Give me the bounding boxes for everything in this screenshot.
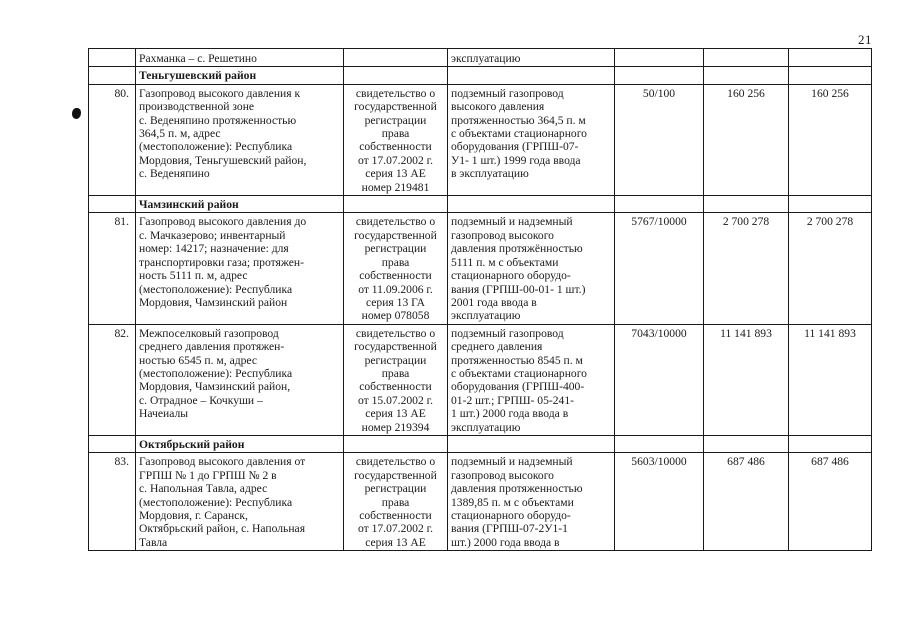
row-number: 81. — [89, 213, 136, 324]
cell-char — [448, 196, 615, 213]
cell-share — [615, 67, 704, 84]
cell-cert — [344, 49, 448, 67]
description-line: с. Отрадное – Кочкуши – — [139, 393, 263, 407]
characteristics-line: 1389,85 п. м с объектами — [451, 495, 574, 509]
row-number: 80. — [89, 84, 136, 195]
object-description — [136, 84, 344, 195]
cell-cert — [344, 67, 448, 84]
description-line: Мордовия, Теньгушевский район, — [139, 153, 307, 167]
continuation-row — [89, 49, 872, 67]
cell-num — [89, 435, 136, 452]
description-line: Мордовия, Чамзинский район — [139, 295, 288, 309]
cell-value2 — [789, 196, 872, 213]
characteristics-line: оборудования (ГРПШ-400- — [451, 380, 585, 394]
characteristics-line: 2001 года ввода в — [451, 295, 537, 309]
description-line: с. Веденяпино — [139, 167, 210, 181]
description-line: ность 5111 п. м, адрес — [139, 269, 248, 283]
cell-num — [89, 49, 136, 67]
registration-certificate — [344, 84, 448, 195]
description-line: Газопровод высокого давления от — [139, 455, 306, 469]
certificate-line: государственной — [354, 228, 437, 242]
certificate-line: номер 219394 — [361, 420, 430, 434]
cell-cert — [344, 435, 448, 452]
characteristics-line: эксплуатацию — [451, 309, 521, 323]
characteristics-line: вания (ГРПШ-07-2У1-1 — [451, 522, 568, 536]
characteristics-line: протяженностью 8545 п. м — [451, 353, 583, 367]
certificate-line: государственной — [354, 100, 437, 114]
characteristics-line: с объектами стационарного — [451, 366, 587, 380]
description-line: Газопровод высокого давления до — [139, 215, 307, 229]
cell-value2 — [789, 49, 872, 67]
certificate-line: свидетельство о — [355, 215, 436, 229]
district-name: Октябрьский район — [136, 435, 344, 452]
registration-certificate — [344, 453, 448, 551]
cell-char: эксплуатацию — [448, 49, 615, 67]
value-cell: 687 486 — [704, 453, 789, 551]
characteristics-line: давления протяжённостью — [451, 242, 583, 256]
value-cell: 2 700 278 — [704, 213, 789, 324]
cell-share — [615, 196, 704, 213]
certificate-line: права — [381, 127, 410, 141]
table-row — [89, 324, 872, 435]
characteristics-line: эксплуатацию — [451, 420, 521, 434]
characteristics-line: У1- 1 шт.) 1999 года ввода — [451, 153, 581, 167]
cell-value2 — [789, 435, 872, 452]
row-number: 82. — [89, 324, 136, 435]
cell-share — [615, 435, 704, 452]
ink-blot — [72, 108, 81, 119]
characteristics-line: газопровод высокого — [451, 468, 554, 482]
characteristics-line: подземный и надземный — [451, 455, 573, 469]
characteristics-line: стационарного оборудо- — [451, 509, 571, 522]
certificate-line: от 11.09.2006 г. — [358, 282, 433, 296]
ownership-share: 5767/10000 — [615, 213, 704, 324]
certificate-line: государственной — [354, 340, 437, 354]
description-line: (местоположение): Республика — [139, 282, 293, 296]
characteristics-line: подземный газопровод — [451, 326, 564, 340]
characteristics-line: протяженностью 364,5 п. м — [451, 113, 586, 127]
table-body — [89, 49, 872, 551]
certificate-line: права — [381, 255, 410, 269]
ownership-share: 50/100 — [615, 84, 704, 195]
certificate-line: собственности — [359, 140, 432, 154]
certificate-line: собственности — [359, 380, 432, 394]
certificate-line: свидетельство о — [355, 455, 436, 469]
characteristics-line: 1 шт.) 2000 года ввода в — [451, 407, 569, 421]
value-cell: 11 141 893 — [704, 324, 789, 435]
certificate-line: серия 13 АЕ — [365, 535, 426, 549]
certificate-line: от 15.07.2002 г. — [357, 393, 434, 407]
value-cell: 160 256 — [789, 84, 872, 195]
object-characteristics — [448, 84, 615, 195]
cell-value1 — [704, 67, 789, 84]
value-cell: 687 486 — [789, 453, 872, 551]
district-name: Теньгушевский район — [136, 67, 344, 84]
certificate-line: права — [381, 495, 410, 509]
certificate-line: права — [381, 366, 410, 380]
characteristics-line: 01-2 шт.; ГРПШ- 05-241- — [451, 393, 574, 407]
description-line: Мордовия, г. Саранск, — [139, 509, 248, 522]
certificate-line: регистрации — [364, 113, 427, 127]
description-line: Газопровод высокого давления к — [139, 86, 301, 100]
description-line: (местоположение): Республика — [139, 495, 293, 509]
certificate-line: собственности — [359, 269, 432, 283]
certificate-line: от 17.07.2002 г. — [357, 153, 434, 167]
registration-certificate — [344, 213, 448, 324]
value-cell: 160 256 — [704, 84, 789, 195]
description-line: 364,5 п. м, адрес — [139, 127, 221, 141]
characteristics-line: с объектами стационарного — [451, 127, 587, 141]
cell-value1 — [704, 49, 789, 67]
certificate-line: собственности — [359, 509, 432, 522]
certificate-line: государственной — [354, 468, 437, 482]
registration-certificate — [344, 324, 448, 435]
description-line: Межпоселковый газопровод — [139, 326, 279, 340]
description-line: (местоположение): Республика — [139, 366, 293, 380]
property-register-table — [88, 48, 872, 551]
cell-cert — [344, 196, 448, 213]
cell-value1 — [704, 196, 789, 213]
row-number: 83. — [89, 453, 136, 551]
cell-num — [89, 196, 136, 213]
table-row — [89, 213, 872, 324]
characteristics-line: в эксплуатацию — [451, 167, 529, 181]
cell-char — [448, 67, 615, 84]
district-row — [89, 196, 872, 213]
certificate-line: свидетельство о — [355, 86, 436, 100]
district-name: Чамзинский район — [136, 196, 344, 213]
description-line: производственной зоне — [139, 100, 255, 114]
object-description — [136, 213, 344, 324]
description-line: ностью 6545 п. м, адрес — [139, 353, 257, 367]
certificate-line: номер 078058 — [361, 309, 430, 323]
characteristics-line: газопровод высокого — [451, 228, 554, 242]
district-row — [89, 67, 872, 84]
cell-value2 — [789, 67, 872, 84]
characteristics-line: подземный и надземный — [451, 215, 573, 229]
cell-value1 — [704, 435, 789, 452]
ownership-share: 5603/10000 — [615, 453, 704, 551]
page-number: 21 — [858, 32, 872, 47]
district-row — [89, 435, 872, 452]
certificate-line: регистрации — [364, 482, 427, 496]
description-line: Мордовия, Чамзинский район, — [139, 380, 291, 394]
certificate-line: от 17.07.2002 г. — [357, 522, 434, 536]
description-line: (местоположение): Республика — [139, 140, 293, 154]
object-description — [136, 324, 344, 435]
object-description — [136, 453, 344, 551]
description-line: среднего давления протяжен- — [139, 340, 285, 354]
certificate-line: регистрации — [364, 242, 427, 256]
characteristics-line: 5111 п. м с объектами — [451, 255, 559, 269]
characteristics-line: оборудования (ГРПШ-07- — [451, 140, 579, 154]
cell-char — [448, 435, 615, 452]
description-line: с. Веденяпино протяженностью — [139, 113, 297, 127]
ownership-share: 7043/10000 — [615, 324, 704, 435]
characteristics-line: вания (ГРПШ-00-01- 1 шт.) — [451, 282, 586, 296]
value-cell: 11 141 893 — [789, 324, 872, 435]
characteristics-line: подземный газопровод — [451, 86, 564, 100]
certificate-line: серия 13 ГА — [366, 295, 425, 309]
characteristics-line: шт.) 2000 года ввода в — [451, 535, 560, 549]
characteristics-line: давления протяженностью — [451, 482, 583, 496]
description-line: Начеиалы — [139, 407, 189, 421]
description-line: ГРПШ № 1 до ГРПШ № 2 в — [139, 468, 277, 482]
object-characteristics — [448, 213, 615, 324]
certificate-line: серия 13 АЕ — [365, 167, 426, 181]
characteristics-line: стационарного оборудо- — [451, 269, 571, 283]
value-cell: 2 700 278 — [789, 213, 872, 324]
table-row — [89, 84, 872, 195]
cell-desc: Рахманка – с. Решетино — [136, 49, 344, 67]
characteristics-line: среднего давления — [451, 340, 543, 354]
cell-num — [89, 67, 136, 84]
certificate-line: серия 13 АЕ — [365, 407, 426, 421]
certificate-line: свидетельство о — [355, 326, 436, 340]
table-row — [89, 453, 872, 551]
description-line: номер: 14217; назначение: для — [139, 242, 289, 256]
object-characteristics — [448, 453, 615, 551]
description-line: Тавла — [139, 535, 168, 549]
characteristics-line: высокого давления — [451, 100, 545, 114]
object-characteristics — [448, 324, 615, 435]
description-line: с. Напольная Тавла, адрес — [139, 482, 268, 496]
certificate-line: регистрации — [364, 353, 427, 367]
description-line: транспортировки газа; протяжен- — [139, 255, 304, 269]
cell-share — [615, 49, 704, 67]
certificate-line: номер 219481 — [361, 180, 430, 194]
description-line: с. Мачказерово; инвентарный — [139, 228, 286, 242]
description-line: Октябрьский район, с. Напольная — [139, 522, 306, 536]
